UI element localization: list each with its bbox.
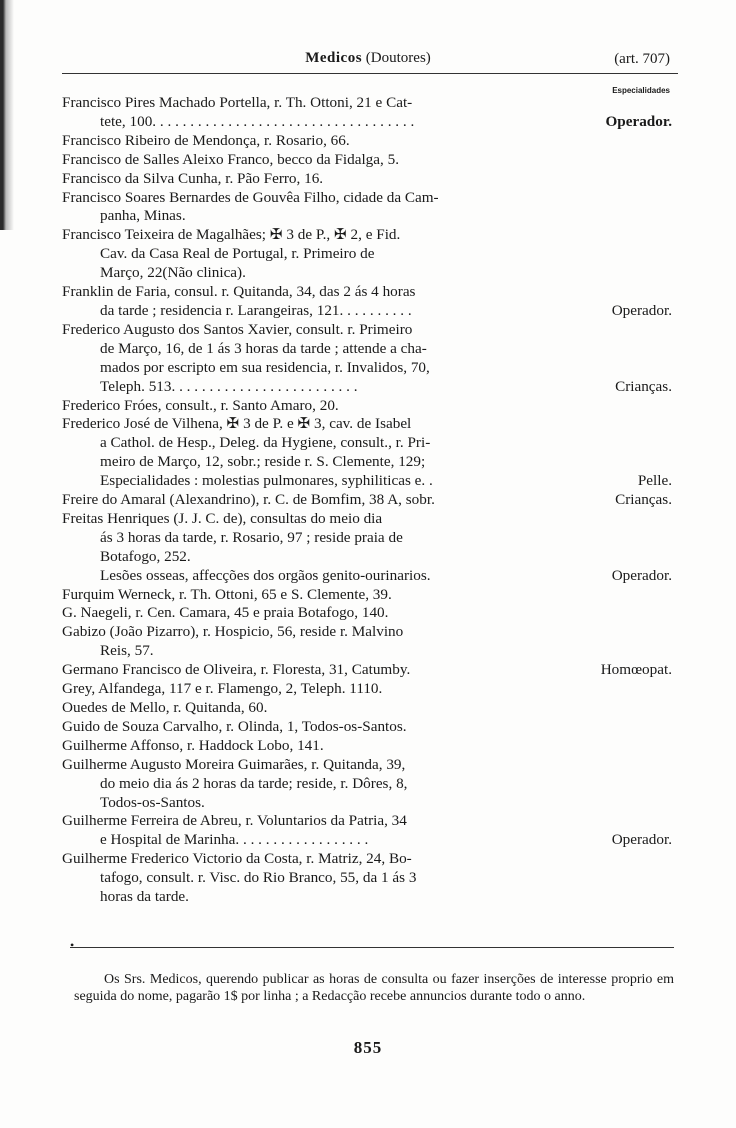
entry-line: Todos-os-Santos. [100,793,205,811]
notice-paragraph: Os Srs. Medicos, querendo publicar as horas de consulta ou fazer inserções de interesse proprio em seguida do nome, pagarão 1$ por linha ; a Redacção recebe annuncios durante todo o anno. [74,972,674,1004]
entry-line: de Março, 16, de 1 ás 3 horas da tarde ; attende a cha- [100,339,427,357]
entry-line: mados por escripto em sua residencia, r. Invalidos, 70, [100,358,430,376]
entry-line: Freitas Henriques (J. J. C. de), consultas do meio dia [62,509,383,527]
entry-speciality: Crianças. [615,491,672,509]
entry-line: Guilherme Augusto Moreira Guimarães, r. Quitanda, 39, [62,755,406,773]
header-title-paren: (Doutores) [365,50,431,66]
entry-line: ás 3 horas da tarde, r. Rosario, 97 ; reside praia de [100,528,403,546]
entry-line: Germano Francisco de Oliveira, r. Floresta, 31, Catumby. [62,661,411,679]
entry-line: G. Naegeli, r. Cen. Camara, 45 e praia Botafogo, 140. [62,604,389,622]
entry-line: Francisco Pires Machado Portella, r. Th. Ottoni, 21 e Cat- [62,94,413,111]
entry-line: horas da tarde. [100,888,189,906]
scan-edge-shadow [0,0,14,230]
footer-mark: • [70,938,75,952]
doctor-entry [62,680,672,699]
doctor-entry [62,397,672,416]
entry-line: Guilherme Ferreira de Abreu, r. Voluntarios da Patria, 34 [62,812,407,830]
entry-speciality: Operador. [611,301,672,319]
entry-line: Ouedes de Mello, r. Quitanda, 60. [62,699,268,716]
entry-line: meiro de Março, 12, sobr.; reside r. S. Clemente, 129; [100,453,426,471]
entry-line: tete, 100. . . . . . . . . . . . . . . . . . . . . . . . . . . . . . . . . . . [100,112,415,130]
entry-speciality: Crianças. [615,377,672,395]
specialities-column-heading: Especialidades [612,86,670,95]
doctor-entry [62,94,672,132]
entry-line: da tarde ; residencia r. Larangeiras, 121. . . . . . . . . . [100,301,412,319]
doctor-entry [62,283,672,321]
entry-line: Teleph. 513. . . . . . . . . . . . . . . . . . . . . . . . . [100,377,358,395]
entry-line: Lesões osseas, affecções dos orgãos genito-ourinarios. [100,566,431,584]
entry-speciality: Operador. [611,566,672,584]
entry-line: Francisco da Silva Cunha, r. Pão Ferro, 16. [62,169,324,187]
doctor-entry [62,699,672,718]
entry-line: Freire do Amaral (Alexandrino), r. C. de Bomfim, 38 A, sobr. [62,491,435,509]
doctor-entry [62,226,672,283]
entry-line: Gabizo (João Pizarro), r. Hospicio, 56, reside r. Malvino [62,623,404,641]
doctor-entry [62,623,672,661]
entry-line: Guilherme Affonso, r. Haddock Lobo, 141. [62,736,324,754]
doctor-entry [62,415,672,491]
doctor-entry [62,850,672,907]
entry-line: Frederico Augusto dos Santos Xavier, consult. r. Primeiro [62,320,413,338]
entry-line: Furquim Werneck, r. Th. Ottoni, 65 e S. Clemente, 39. [62,585,392,603]
doctor-entry [62,661,672,680]
header-article: (art. 707) [614,51,670,67]
entry-line: Francisco Soares Bernardes de Gouvêa Filho, cidade da Cam- [62,188,439,206]
entry-line: Guido de Souza Carvalho, r. Olinda, 1, Todos-os-Santos. [62,717,407,735]
entry-line: Francisco Ribeiro de Mendonça, r. Rosario, 66. [62,131,350,149]
doctor-entry [62,586,672,605]
entry-line: Especialidades : molestias pulmonares, syphiliticas e. . [100,472,433,490]
entry-line: Reis, 57. [100,642,154,660]
doctor-entry [62,567,672,586]
entry-line: Guilherme Frederico Victorio da Costa, r. Matriz, 24, Bo- [62,850,412,868]
entry-line: Francisco de Salles Aleixo Franco, becco da Fidalga, 5. [62,150,399,168]
doctor-entry [62,189,672,227]
doctor-entry [62,812,672,850]
footer-rule [70,947,674,948]
doctor-entry [62,604,672,623]
doctor-entry [62,491,672,510]
entry-speciality: Homœopat. [600,661,672,679]
entry-speciality: Pelle. [637,472,672,490]
header-rule [62,73,678,74]
entry-line: panha, Minas. [100,207,186,225]
entry-line: Botafogo, 252. [100,547,191,565]
entry-line: a Cathol. de Hesp., Deleg. da Hygiene, consult., r. Pri- [100,434,431,452]
doctor-entry [62,170,672,189]
entry-line: do meio dia ás 2 horas da tarde; reside, r. Dôres, 8, [100,774,408,792]
doctor-list [62,94,672,907]
doctor-entry [62,756,672,813]
entry-line: Grey, Alfandega, 117 e r. Flamengo, 2, Teleph. 1110. [62,680,383,698]
doctor-entry [62,321,672,397]
entry-line: Francisco Teixeira de Magalhães; ✠ 3 de P., ✠ 2, e Fid. [62,226,401,244]
doctor-entry [62,737,672,756]
entry-speciality: Operador. [605,112,672,130]
doctor-entry [62,718,672,737]
entry-line: Frederico José de Vilhena, ✠ 3 de P. e ✠ 3, cav. de Isabel [62,415,412,433]
entry-speciality: Operador. [611,831,672,849]
entry-line: Cav. da Casa Real de Portugal, r. Primeiro de [100,245,375,263]
doctor-entry [62,132,672,151]
doctor-entry [62,151,672,170]
page-header [0,50,736,72]
header-title-main: Medicos [305,50,363,66]
page-number: 855 [353,1038,383,1057]
entry-line: Frederico Fróes, consult., r. Santo Amaro, 20. [62,396,339,414]
entry-line: Março, 22(Não clinica). [100,264,246,282]
entry-line: e Hospital de Marinha. . . . . . . . . . . . . . . . . . [100,831,369,849]
entry-line: Franklin de Faria, consul. r. Quitanda, 34, das 2 ás 4 horas [62,283,416,301]
entry-line: tafogo, consult. r. Visc. do Rio Branco, 55, da 1 ás 3 [100,869,417,887]
doctor-entry [62,510,672,567]
